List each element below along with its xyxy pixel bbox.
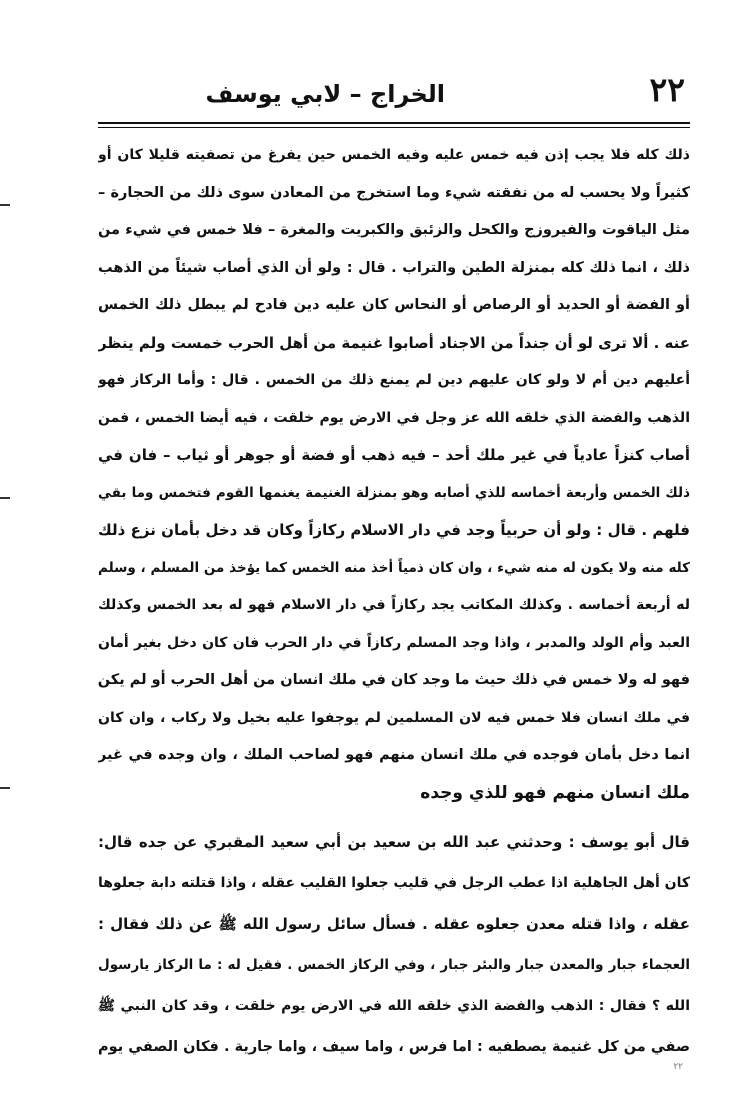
text-line: أصاب كنزاً عادياً في غير ملك أحد – فيه ذهب أو فضة أو جوهر أو ثياب – فان في: [98, 446, 690, 464]
text-line: انما دخل بأمان فوجده في ملك انسان منهم فهو لصاحب الملك ، وان وجده في غير: [98, 747, 690, 763]
margin-mark: [0, 204, 10, 206]
margin-mark: [0, 497, 10, 499]
signature-mark: ٢٢: [673, 1062, 683, 1072]
text-line: كله منه ولا يكون له منه شيء ، وان كان ذمياً أخذ منه الخمس كما يؤخذ من المسلم ، وسلم: [98, 559, 690, 576]
hadith-paragraph: [98, 822, 690, 1068]
text-line: الذهب والفضة الذي خلقه الله عز وجل في الارض يوم خلقت ، فيه أيضا الخمس ، فمن: [98, 409, 690, 426]
running-title: الخراج – لابي يوسف: [205, 80, 445, 108]
text-line: قال أبو يوسف : وحدثني عبد الله بن سعيد بن أبي سعيد المقبري عن جده قال:: [98, 833, 690, 851]
text-line: ذلك ، انما ذلك كله بمنزلة الطين والتراب . قال : ولو أن الذي أصاب شيئاً من الذهب: [98, 259, 690, 276]
margin-mark: [0, 787, 10, 789]
text-line: صفي من كل غنيمة يصطفيه : اما فرس ، واما سيف ، واما جارية . فكان الصفي يوم: [98, 1039, 690, 1055]
text-line: أو الفضة أو الحديد أو الرصاص أو النحاس كان عليه دين فادح لم يبطل ذلك الخمس: [98, 297, 690, 313]
text-line: ملك انسان منهم فهو للذي وجده: [420, 782, 690, 803]
header-rule-thick: [98, 122, 690, 124]
text-line: عقله ، واذا قتله معدن جعلوه عقله . فسأل سائل رسول الله ﷺ عن ذلك فقال :: [98, 915, 690, 933]
page-number: ٢٢: [649, 70, 685, 109]
text-line: ذلك الخمس وأربعة أخماسه للذي أصابه وهو بمنزلة الغنيمة يغنمها القوم فتخمس وما بقي: [98, 484, 690, 501]
body-paragraph: [98, 137, 690, 812]
text-line: في ملك انسان فلا خمس فيه لان المسلمين لم يوجفوا عليه بخيل ولا ركاب ، وان كان: [98, 709, 690, 726]
page-header: [140, 66, 685, 116]
text-line: مثل الياقوت والفيروزج والكحل والزئبق والكبريت والمغرة – فلا خمس في شيء من: [98, 222, 690, 238]
text-line: الله ؟ فقال : الذهب والفضة الذي خلقه الله في الارض يوم خلقت ، وقد كان النبي ﷺ: [98, 998, 690, 1014]
text-line: عنه . ألا ترى لو أن جنداً من الاجناد أصابوا غنيمة من أهل الحرب خمست ولم ينظر: [98, 333, 690, 352]
text-line: فلهم . قال : ولو أن حربياً وجد في دار الاسلام ركازاً وكان قد دخل بأمان نزع ذلك: [98, 521, 690, 539]
text-line: كثيراً ولا يحسب له من نفقته شيء وما استخرج من المعادن سوى ذلك من الحجارة –: [98, 184, 690, 201]
text-line: فهو له ولا خمس في ذلك حيث ما وجد كان في ملك انسان من أهل الحرب أو لم يكن: [98, 672, 690, 688]
text-line: له أربعة أخماسه . وكذلك المكاتب يجد ركازاً في دار الاسلام فهو له بعد الخمس وكذلك: [98, 597, 690, 613]
text-line: كان أهل الجاهلية اذا عطب الرجل في قليب جعلوا القليب عقله ، واذا قتلته دابة جعلوها: [98, 875, 690, 891]
text-line: العجماء جبار والمعدن جبار والبئر جبار ، وفي الركاز الخمس . فقيل له : ما الركاز يارسول: [98, 957, 690, 973]
text-line: أعليهم دين أم لا ولو كان عليهم دين لم يمنع ذلك من الخمس . قال : وأما الركاز فهو: [98, 372, 690, 388]
text-line: ذلك كله فلا يجب إذن فيه خمس عليه وفيه الخمس حين يفرغ من تصفيته قليلا كان أو: [98, 147, 690, 163]
text-line: العبد وأم الولد والمدبر ، واذا وجد المسلم ركازاً في دار الحرب فان كان دخل بغير أمان: [98, 634, 690, 651]
header-rule-thin: [98, 127, 690, 128]
